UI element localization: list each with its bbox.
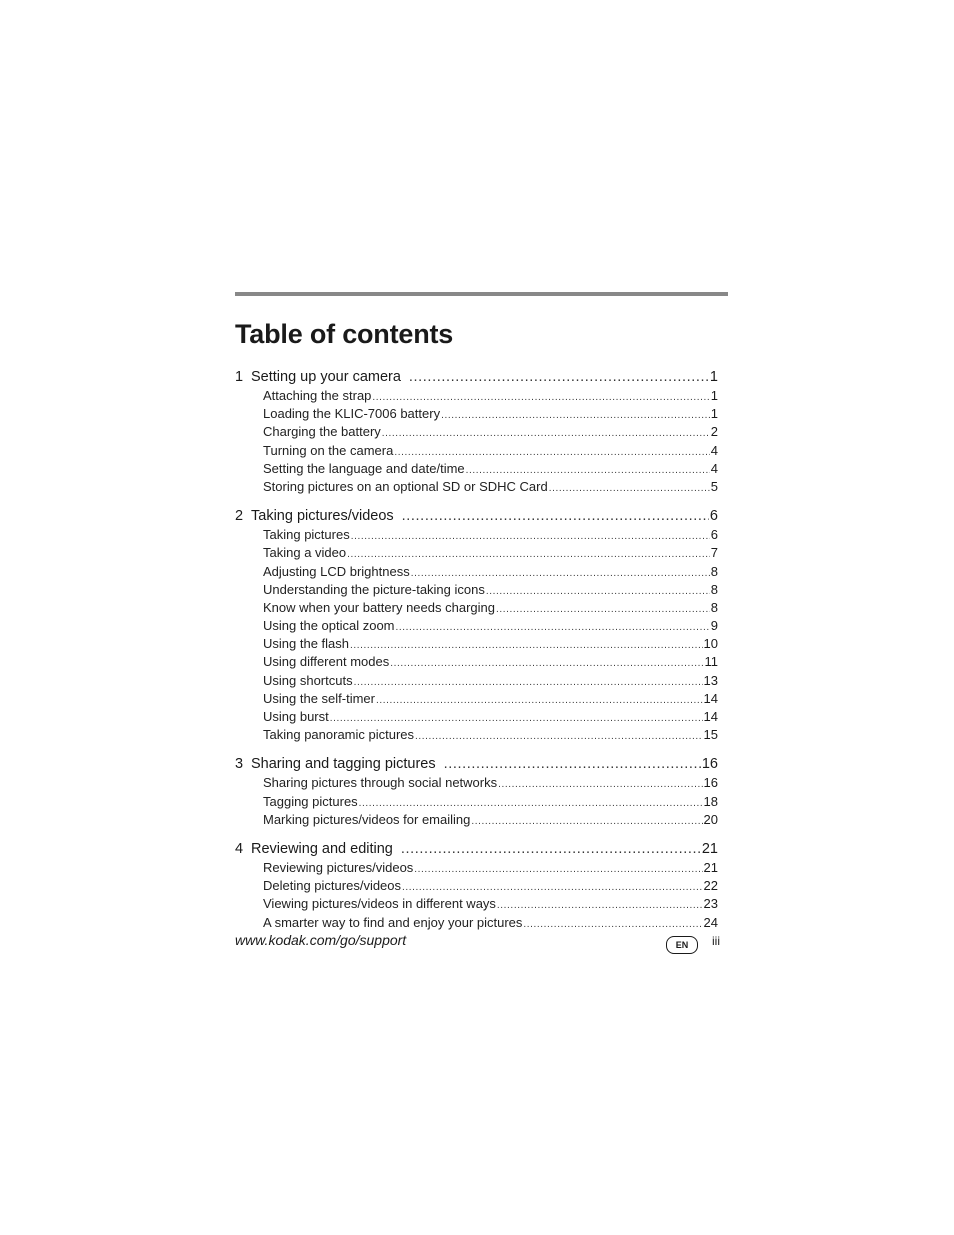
section-page-number: 16 [703,775,718,791]
section-title: Viewing pictures/videos in different ways [263,896,496,912]
section-title: Taking pictures [263,527,350,543]
table-of-contents [235,368,718,932]
dot-leader [414,861,702,879]
toc-section-entry[interactable] [235,478,718,496]
dot-leader [497,897,703,915]
toc-chapter-entry[interactable] [235,368,718,387]
chapter-title: Taking pictures/videos [251,508,394,525]
chapter-page-number: 16 [701,756,718,773]
section-title: Using burst [263,709,329,724]
section-title: Using shortcuts [263,672,353,688]
section-page-number: 8 [710,581,718,597]
toc-chapter [235,840,718,932]
toc-section-entry[interactable] [235,726,718,744]
chapter-title: Reviewing and editing [251,840,393,857]
toc-section-entry[interactable] [235,672,718,690]
dot-leader [390,655,703,673]
section-title: Understanding the picture-taking icons [263,581,485,597]
dot-leader [401,840,701,859]
section-page-number: 23 [703,896,718,912]
toc-section-entry[interactable] [235,526,718,544]
dot-leader [523,916,702,934]
section-page-number: 20 [703,811,718,827]
chapter-page-number: 6 [709,508,718,525]
toc-section-entry[interactable] [235,774,718,792]
page-title: Table of contents [235,319,454,349]
section-title: Attaching the strap [263,388,372,403]
toc-section-entry[interactable] [235,653,718,671]
dot-leader [441,407,710,425]
chapter-title: Sharing and tagging pictures [251,756,436,773]
toc-section-entry[interactable] [235,544,718,562]
section-page-number: 8 [710,599,718,615]
section-page-number: 14 [703,709,718,724]
section-title: Adjusting LCD brightness [263,563,410,579]
section-page-number: 8 [710,563,718,579]
section-title: Marking pictures/videos for emailing [263,811,471,827]
dot-leader [415,728,703,746]
section-title: Using the flash [263,636,349,652]
toc-chapter-entry[interactable] [235,755,718,774]
toc-section-entry[interactable] [235,877,718,895]
chapter-number: 3 [235,756,244,773]
chapter-page-number: 1 [709,369,718,385]
section-title: Turning on the camera [263,442,394,458]
section-page-number: 15 [703,727,718,743]
section-title: Taking panoramic pictures [263,727,415,743]
dot-leader [471,813,702,831]
chapter-number: 4 [235,840,244,857]
chapter-page-number: 21 [701,840,718,857]
section-page-number: 18 [703,793,718,809]
dot-leader [350,637,703,655]
support-url-link[interactable]: www.kodak.com/go/support [235,932,407,948]
section-page-number: 24 [703,914,718,930]
dot-leader [486,583,710,601]
toc-section-entry[interactable] [235,859,718,877]
dot-leader [444,755,701,774]
dot-leader [396,619,710,637]
section-title: Storing pictures on an optional SD or SDHC Card [263,478,548,494]
toc-section-entry[interactable] [235,581,718,599]
dot-leader [354,674,703,692]
section-title: Setting the language and date/time [263,460,465,476]
section-page-number: 14 [703,690,718,706]
section-page-number: 4 [710,460,718,476]
section-page-number: 2 [710,424,718,440]
toc-section-entry[interactable] [235,460,718,478]
section-title: Reviewing pictures/videos [263,859,414,875]
toc-section-entry[interactable] [235,690,718,708]
chapter-number: 2 [235,508,244,525]
toc-section-entry[interactable] [235,895,718,913]
toc-chapter-entry[interactable] [235,840,718,859]
toc-chapter [235,755,718,829]
section-page-number: 5 [710,478,718,494]
dot-leader [496,601,710,619]
section-page-number: 1 [710,406,718,422]
toc-chapter-entry[interactable] [235,507,718,526]
language-badge: EN [666,936,698,954]
section-page-number: 13 [703,672,718,688]
section-title: Deleting pictures/videos [263,878,402,894]
chapter-number: 1 [235,369,244,385]
section-title: Using different modes [263,654,390,670]
section-page-number: 1 [710,388,718,403]
dot-leader [409,368,709,387]
section-title: Know when your battery needs charging [263,599,495,615]
toc-section-entry[interactable] [235,811,718,829]
section-title: Using the self-timer [263,690,375,706]
section-page-number: 22 [703,878,718,894]
page-footer [235,932,723,954]
dot-leader [549,480,710,498]
toc-chapter [235,368,718,496]
toc-section-entry[interactable] [235,405,718,423]
section-page-number: 21 [703,859,718,875]
section-page-number: 10 [703,636,718,652]
section-title: Tagging pictures [263,793,358,809]
section-page-number: 7 [710,545,718,561]
toc-section-entry[interactable] [235,793,718,811]
toc-section-entry[interactable] [235,563,718,581]
top-rule [235,292,728,296]
toc-section-entry[interactable] [235,914,718,932]
section-title: Charging the battery [263,424,381,440]
section-title: Using the optical zoom [263,618,395,634]
toc-section-entry[interactable] [235,617,718,635]
toc-section-entry[interactable] [235,599,718,617]
section-page-number: 9 [710,618,718,634]
toc-section-entry[interactable] [235,423,718,441]
toc-section-entry[interactable] [235,635,718,653]
dot-leader [376,692,703,710]
dot-leader [382,425,710,443]
section-title: Sharing pictures through social networks [263,775,498,791]
footer-page-number: iii [712,934,720,948]
dot-leader [498,776,702,794]
toc-chapter [235,507,718,744]
dot-leader [351,528,710,546]
chapter-title: Setting up your camera [251,369,401,385]
toc-page [235,292,728,943]
toc-section-entry[interactable] [235,442,718,460]
section-page-number: 6 [710,527,718,543]
dot-leader [402,507,709,526]
section-title: Taking a video [263,545,347,561]
section-title: Loading the KLIC-7006 battery [263,406,441,422]
toc-section-entry[interactable] [235,387,718,405]
toc-section-entry[interactable] [235,708,718,726]
section-page-number: 11 [704,654,718,670]
section-page-number: 4 [710,442,718,458]
section-title: A smarter way to find and enjoy your pictures [263,914,523,930]
